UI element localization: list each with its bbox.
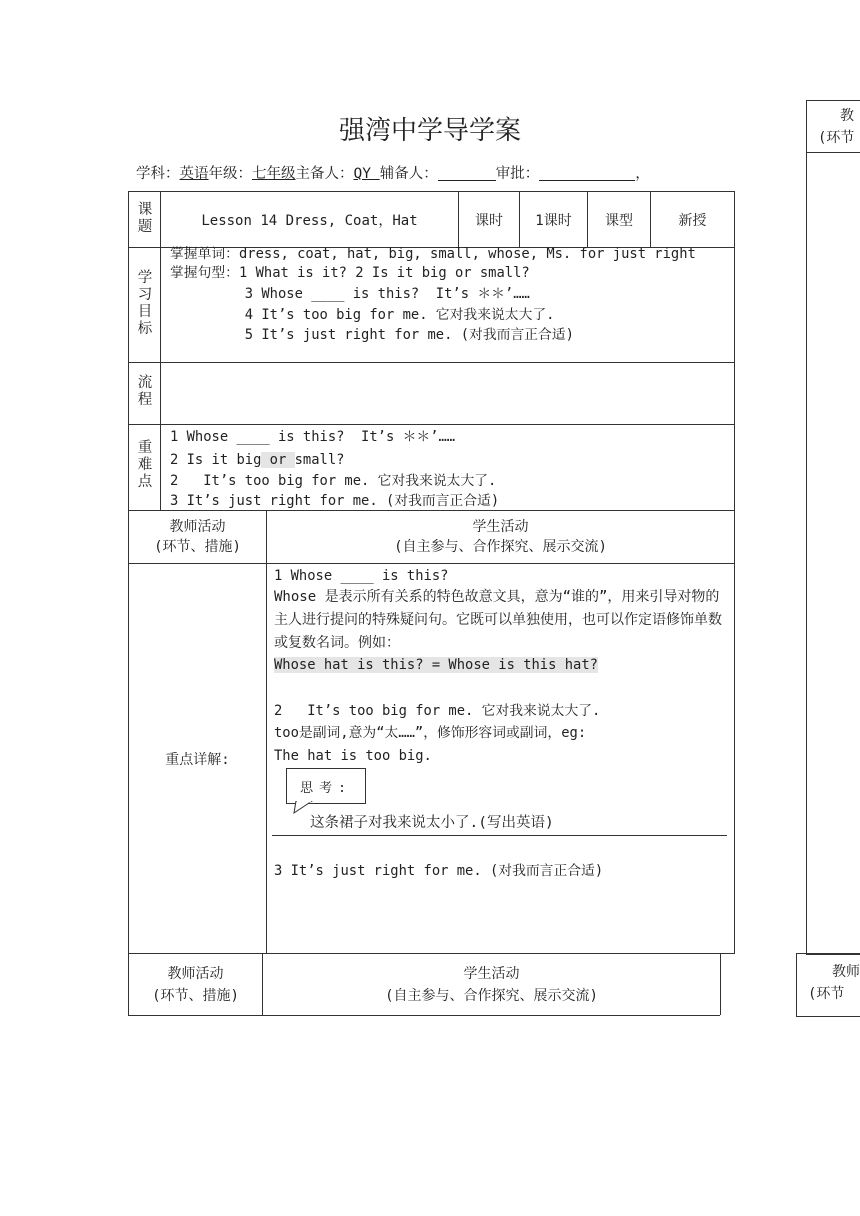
assist-label: 辅备人： xyxy=(379,166,438,182)
detail-line: too是副词,意为“太……”，修饰形容词或副词，eg: xyxy=(274,725,587,741)
key-point-text: 2 Is it big xyxy=(170,452,262,468)
teacher-activity-title: 教师活动 xyxy=(167,965,224,982)
document-meta xyxy=(136,162,650,183)
row-divider xyxy=(806,152,860,153)
adjacent-lower-sub: (环节 xyxy=(808,986,845,1002)
student-activity-title: 学生活动 xyxy=(472,519,529,535)
process-label: 流程 xyxy=(137,375,153,408)
col-divider xyxy=(266,510,267,953)
topic-label: 课题 xyxy=(137,202,153,235)
goal-line: 3 Whose ____ is this? It’s ＊＊’…… xyxy=(170,286,530,302)
lead-value: QY xyxy=(353,166,380,182)
row-divider xyxy=(128,362,735,363)
assist-blank xyxy=(438,166,496,181)
goal-line: 掌握句型：1 What is it? 2 Is it big or small? xyxy=(170,265,530,281)
lower-student-activity-header xyxy=(263,954,720,1015)
row-divider xyxy=(128,424,735,425)
highlighted-example: Whose hat is this? = Whose is this hat? xyxy=(274,657,598,673)
approve-label: 审批： xyxy=(495,166,540,182)
table-border xyxy=(128,1015,720,1016)
teacher-activity-sub: (环节、措施) xyxy=(154,539,241,555)
subject-label: 学科： xyxy=(136,166,180,182)
student-activity-title: 学生活动 xyxy=(463,965,520,982)
detail-label: 重点详解: xyxy=(165,751,230,768)
meta-trail: ， xyxy=(635,166,650,182)
adjacent-page-table xyxy=(806,100,860,955)
key-point-line: 1 Whose ____ is this? It’s ＊＊’…… xyxy=(170,429,456,445)
lead-label: 主备人： xyxy=(295,166,354,182)
student-activity-sub: (自主参与、合作探究、展示交流) xyxy=(394,539,607,555)
goal-line: 掌握单词：dress, coat, hat, big, small, whose, Ms. for just right xyxy=(170,246,696,262)
type-label: 课型 xyxy=(605,212,633,229)
detail-line: The hat is too big. xyxy=(274,748,432,764)
goal-line: 4 It’s too big for me. 它对我来说太大了. xyxy=(170,307,555,323)
lower-teacher-activity-header xyxy=(129,954,262,1015)
highlighted-text: or xyxy=(261,452,295,468)
detail-line: 3 It’s just right for me. (对我而言正合适) xyxy=(274,863,604,879)
key-points-label: 重难点 xyxy=(137,440,153,490)
detail-line: 2 It’s too big for me. 它对我来说太大了. xyxy=(274,703,601,719)
adjacent-header-title: 教 xyxy=(840,108,854,124)
key-point-line: 3 It’s just right for me. (对我而言正合适) xyxy=(170,493,500,509)
type-value: 新授 xyxy=(678,212,707,229)
teacher-activity-header xyxy=(129,511,266,563)
example-sentence xyxy=(274,655,598,675)
page-title: 强湾中学导学案 xyxy=(338,116,521,146)
student-activity-header xyxy=(267,511,734,563)
grade-value: 七年级 xyxy=(252,166,296,182)
key-point-line xyxy=(170,450,344,470)
table-border xyxy=(720,953,721,1015)
period-label: 课时 xyxy=(475,212,503,229)
goals-label: 学习目标 xyxy=(137,270,153,337)
subject-value: 英语 xyxy=(179,166,209,182)
goal-line: 5 It’s just right for me. (对我而言正合适) xyxy=(170,327,574,343)
teacher-activity-title: 教师活动 xyxy=(169,519,226,535)
exercise-prompt: 这条裙子对我来说太小了.(写出英语) xyxy=(310,815,554,831)
adjacent-lower-title: 教师 xyxy=(832,964,860,980)
grade-label: 年级： xyxy=(208,166,252,182)
detail-paragraph: Whose 是表示所有关系的特色故意文具，意为“谁的”，用来引导对物的主人进行提问的特殊疑问句。它既可以单独使用，也可以作定语修饰单数或复数名词。例如： xyxy=(274,589,722,651)
table-border xyxy=(734,191,735,953)
think-callout: 思考: xyxy=(286,768,366,804)
lesson-title: Lesson 14 Dress, Coat，Hat xyxy=(201,212,418,229)
answer-line[interactable] xyxy=(272,835,727,836)
approve-blank xyxy=(539,166,635,181)
adjacent-header-sub: (环节 xyxy=(818,130,855,146)
detail-line: 1 Whose ____ is this? xyxy=(274,568,449,584)
student-activity-sub: (自主参与、合作探究、展示交流) xyxy=(385,987,598,1004)
key-point-text: small? xyxy=(294,452,345,468)
teacher-activity-sub: (环节、措施) xyxy=(152,987,239,1004)
key-point-line: 2 It’s too big for me. 它对我来说太大了. xyxy=(170,473,497,489)
period-value: 1课时 xyxy=(535,212,572,229)
